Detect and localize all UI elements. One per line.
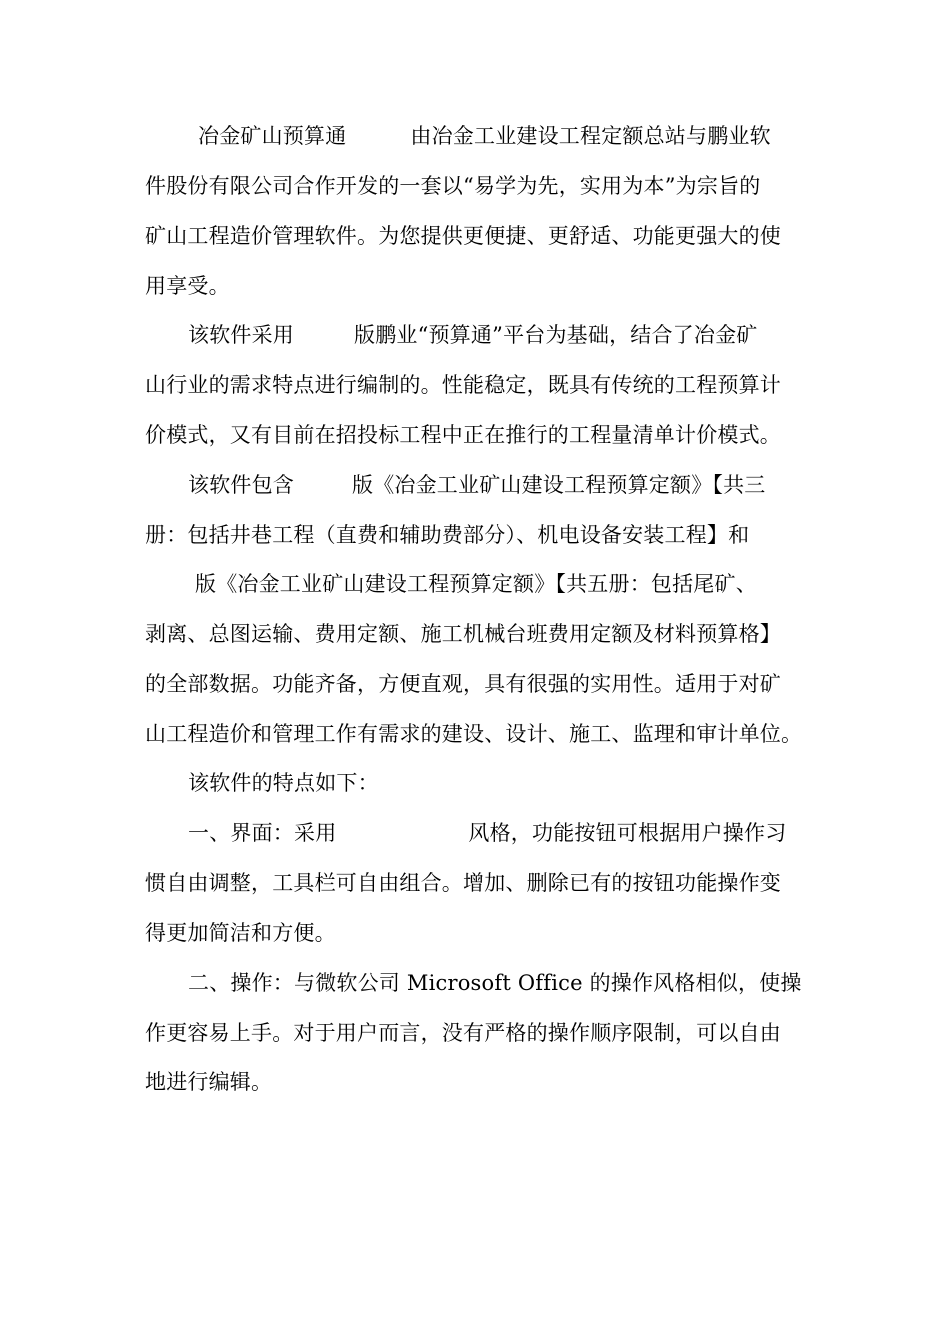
paragraph-5-line-3 — [145, 918, 336, 948]
paragraph-2-line-1 — [188, 320, 757, 350]
text-run: 的全部数据。功能齐备，方便直观，具有很强的实用性。适用于对矿 — [145, 672, 781, 696]
text-run: 价模式，又有目前在招投标工程中正在推行的工程量清单计价模式。 — [145, 423, 781, 447]
text-run: 版《冶金工业矿山建设工程预算定额》【共三 — [352, 473, 766, 497]
paragraph-6-line-3 — [145, 1067, 272, 1097]
text-run: 该软件采用 — [188, 323, 294, 347]
text-run: 该软件包含 — [188, 473, 294, 497]
paragraph-3-line-3 — [195, 569, 757, 599]
paragraph-1-line-2 — [145, 171, 760, 201]
text-run: 用享受。 — [145, 274, 230, 298]
paragraph-3-line-1 — [188, 470, 766, 500]
paragraph-5-line-1 — [188, 818, 786, 848]
text-run: 矿山工程造价管理软件。为您提供更便捷、更舒适、功能更强大的使 — [145, 224, 781, 248]
text-run: 件股份有限公司合作开发的一套以“易学为先，实用为本”为宗旨的 — [145, 174, 761, 198]
paragraph-6-line-1 — [188, 968, 802, 998]
paragraph-3-line-4 — [145, 619, 781, 649]
text-run: 地进行编辑。 — [145, 1070, 273, 1094]
text-run: 该软件的特点如下： — [188, 771, 379, 795]
paragraph-2-line-2 — [145, 370, 781, 400]
text-run: 册：包括井巷工程（直费和辅助费部分）、机电设备安装工程】和 — [145, 523, 750, 547]
paragraph-5-line-2 — [145, 868, 781, 898]
text-run: 惯自由调整，工具栏可自由组合。增加、删除已有的按钮功能操作变 — [145, 871, 781, 895]
text-run: 版《冶金工业矿山建设工程预算定额》【共五册：包括尾矿、 — [195, 572, 757, 596]
paragraph-1-line-4 — [145, 271, 230, 301]
paragraph-3-line-6 — [145, 719, 802, 749]
text-run: 版鹏业“预算通”平台为基础，结合了冶金矿 — [354, 323, 758, 347]
paragraph-3-line-5 — [145, 669, 781, 699]
paragraph-6-line-2 — [145, 1018, 781, 1048]
paragraph-1-line-1-rest: 由冶金工业建设工程定额总站与鹏业软 — [410, 124, 771, 148]
text-run: 山工程造价和管理工作有需求的建设、设计、施工、监理和审计单位。 — [145, 722, 803, 746]
paragraph-2-line-3 — [145, 420, 781, 450]
paragraph-1-line-1 — [198, 121, 771, 151]
paragraph-4-line-1 — [188, 768, 379, 798]
text-run: 二、操作：与微软公司 Microsoft Office 的操作风格相似，使操 — [188, 971, 802, 995]
paragraph-3-line-2 — [145, 520, 749, 550]
text-run: 风格，功能按钮可根据用户操作习 — [468, 821, 787, 845]
text-run: 剥离、总图运输、费用定额、施工机械台班费用定额及材料预算格】 — [145, 622, 781, 646]
text-run: 山行业的需求特点进行编制的。性能稳定，既具有传统的工程预算计 — [145, 373, 781, 397]
text-run: 作更容易上手。对于用户而言，没有严格的操作顺序限制，可以自由 — [145, 1021, 781, 1045]
text-run: 得更加简洁和方便。 — [145, 921, 336, 945]
text-run: 一、界面：采用 — [188, 821, 337, 845]
paragraph-1-line-3 — [145, 221, 781, 251]
product-name: 冶金矿山预算通 — [198, 124, 347, 148]
